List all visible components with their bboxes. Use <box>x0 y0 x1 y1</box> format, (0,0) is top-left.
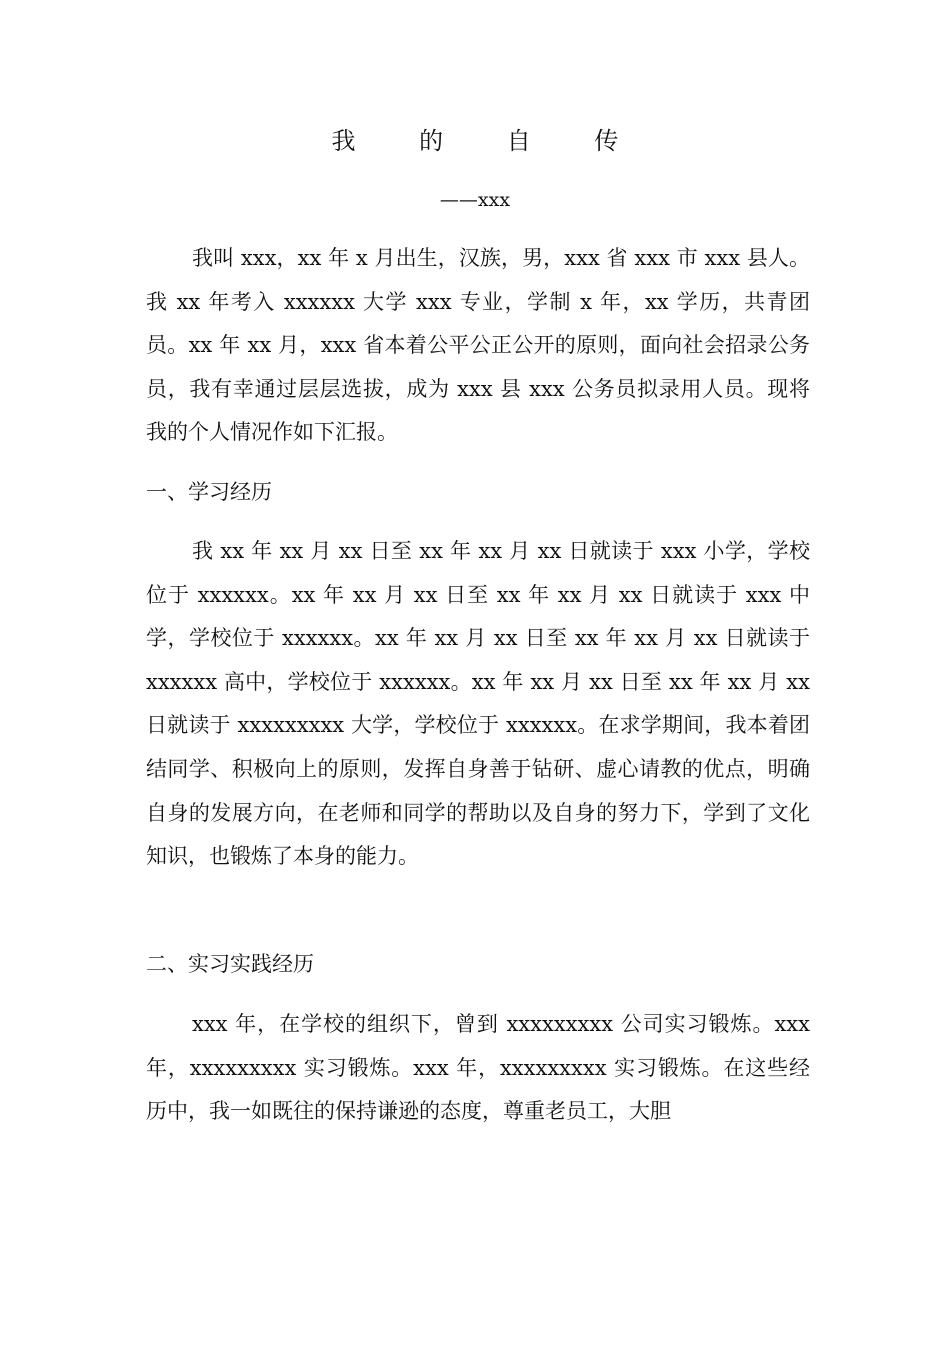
section-paragraph-study: 我 xx 年 xx 月 xx 日至 xx 年 xx 月 xx 日就读于 xxx 小学，学校位于 xxxxxx。xx 年 xx 月 xx 日至 xx 年 xx 月 xx 日就读于 xxx 中学，学校位于 xxxxxx。xx 年 xx 月 xx 日至 xx 年 xx 月 xx 日就读于 xxxxxx 高中，学校位于 xxxxxx。xx 年 xx 月 xx 日至 xx 年 xx 月 xx 日就读于 xxxxxxxxx 大学，学校位于 xxxxxx。在求学期间，我本着团结同学、积极向上的原则，发挥自身善于钻研、虚心请教的优点，明确自身的发展方向，在老师和同学的帮助以及自身的努力下，学到了文化知识，也锻炼了本身的能力。 <box>146 539 810 869</box>
section-heading-practice: 二、实习实践经历 <box>146 952 314 976</box>
section-study-body <box>146 530 810 879</box>
intro-paragraph: 我叫 xxx，xx 年 x 月出生，汉族，男，xxx 省 xxx 市 xxx 县人。我 xx 年考入 xxxxxx 大学 xxx 专业，学制 x 年，xx 学历，共青团员。xx 年 xx 月，xxx 省本着公平公正公开的原则，面向社会招录公务员，我有幸通过层层选拔，成为 xxx 县 xxx 公务员拟录用人员。现将我的个人情况作如下汇报。 <box>146 246 810 445</box>
section-practice-header <box>146 943 810 987</box>
document-title: 我 的 自 传 <box>331 127 647 155</box>
section-practice-body <box>146 1003 810 1134</box>
section-study-header <box>146 471 810 515</box>
intro-section <box>146 237 810 455</box>
section-paragraph-practice: xxx 年，在学校的组织下，曾到 xxxxxxxxx 公司实习锻炼。xxx 年，xxxxxxxxx 实习锻炼。xxx 年，xxxxxxxxx 实习锻炼。在这些经历中，我一如既往的保持谦逊的态度，尊重老员工，大胆 <box>146 1012 810 1124</box>
section-heading-study: 一、学习经历 <box>146 480 272 504</box>
author-byline: ——xxx <box>439 189 511 211</box>
